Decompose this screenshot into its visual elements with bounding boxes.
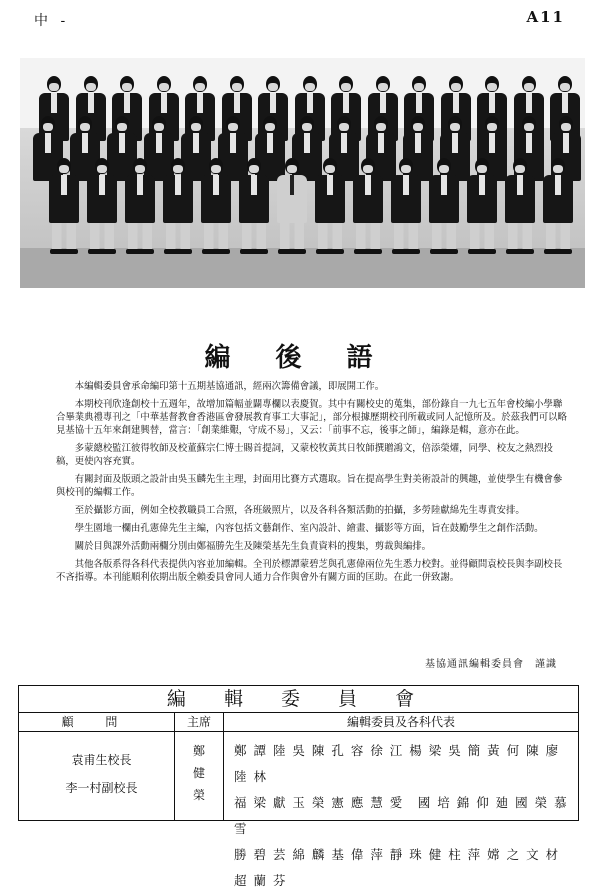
committee-table <box>18 685 579 888</box>
members-line: 鄭 譚 陸 吳 陳 孔 容 徐 江 楊 梁 吳 簡 黃 何 陳 廖 陸 林 <box>234 743 560 784</box>
committee-title: 編 輯 委 員 會 <box>19 686 578 713</box>
paragraph: 關於目與課外活動兩欄分別由鄭福勝先生及陳榮基先生負責資料的搜集，剪裁與編排。 <box>74 541 432 552</box>
paragraph: 本期校刊欣逢創校十五週年，故增加篇幅並闢專欄以表慶賀。其中有關校史的蒐集，部份錄自一九七五年會校編小學聯合畢業典禮專刊之「中華基督教會香港區會發展教育事工大事記」，部分根據歷期校刊所載或同人記憶所及。於茲我們可以略見基協十五年來創建興替，當言：「創業維艱，守成不易」，又云：「前事不忘，後事之師」，編錄是輯，意亦在此。 <box>56 399 567 436</box>
chair-name: 鄭健榮 <box>192 744 205 802</box>
committee-body-row <box>19 732 578 888</box>
advisors-header: 顧 問 <box>19 713 175 731</box>
photo-person <box>48 158 80 254</box>
paragraph: 其他各版系得各科代表提供內容並加編輯。全刊於標譚蒙碧芝與孔憲偉兩位先生悉力校對。並得顧問袁校長與李副校長不吝指導。本刊能順利依期出版全賴委員會同人通力合作與會外有關方面的匡助。在此一併致謝。 <box>56 559 563 583</box>
paragraph: 本編輯委員會承命編印第十五期基協通訊，經兩次籌備會議，即展開工作。 <box>74 381 385 392</box>
advisor-name: 袁甫生校長 <box>71 753 132 767</box>
members-line: 福 梁 獻 玉 榮 憲 應 慧 愛 國 培 錦 仰 廸 國 榮 慕 雪 <box>234 795 569 836</box>
advisors-cell <box>19 732 175 820</box>
members-cell <box>224 732 578 888</box>
signature: 基協通訊編輯委員會 謹識 <box>425 659 557 670</box>
photo-person <box>314 158 346 254</box>
photo-person <box>200 158 232 254</box>
paragraph: 有關封面及版頭之設計由吳玉麟先生主理，封面用比賽方式選取。旨在提高學生對美術設計的興趣，並使學生有機會參與校刊的編輯工作。 <box>56 474 563 498</box>
photo-person <box>276 158 308 254</box>
page-title: 編 後 語 <box>204 343 391 373</box>
photo-person <box>428 158 460 254</box>
photo-person <box>466 158 498 254</box>
photo-person <box>352 158 384 254</box>
section-mark: 中 - <box>34 13 70 29</box>
article-body <box>56 380 568 589</box>
paragraph: 至於攝影方面，例如全校教職員工合照，各班級照片，以及各科各類活動的拍攝，多勞陸獻綿先生專責安排。 <box>74 505 525 516</box>
photo-person <box>390 158 422 254</box>
advisor-name: 李一村副校長 <box>65 781 138 795</box>
page-number: A11 <box>526 8 565 26</box>
members-header: 編輯委員及各科代表 <box>346 715 455 729</box>
photo-floor <box>20 248 585 288</box>
paragraph: 多蒙總校監江彼得牧師及校董蘇宗仁博士賜首提詞，又蒙校牧黃其日牧師撰贈鴻文，倍添榮燿，同學、校友之熱烈投稿，更使內容充實。 <box>56 443 553 467</box>
committee-header-row <box>19 713 578 732</box>
photo-person <box>86 158 118 254</box>
chair-header: 主席 <box>175 713 224 731</box>
photo-person <box>504 158 536 254</box>
photo-person <box>124 158 156 254</box>
chair-cell <box>175 732 224 820</box>
paragraph: 學生園地一欄由孔憲偉先生主編，內容包括文藝創作、室內設計、繪畫、攝影等方面，旨在鼓勵學生之創作活動。 <box>74 523 544 534</box>
photo-person <box>162 158 194 254</box>
photo-person <box>542 158 574 254</box>
group-photo <box>20 58 585 288</box>
photo-person <box>238 158 270 254</box>
members-line: 勝 碧 芸 綿 麟 基 偉 萍 靜 珠 健 柱 萍 嫦 之 文 材 超 蘭 芬 <box>234 847 560 888</box>
